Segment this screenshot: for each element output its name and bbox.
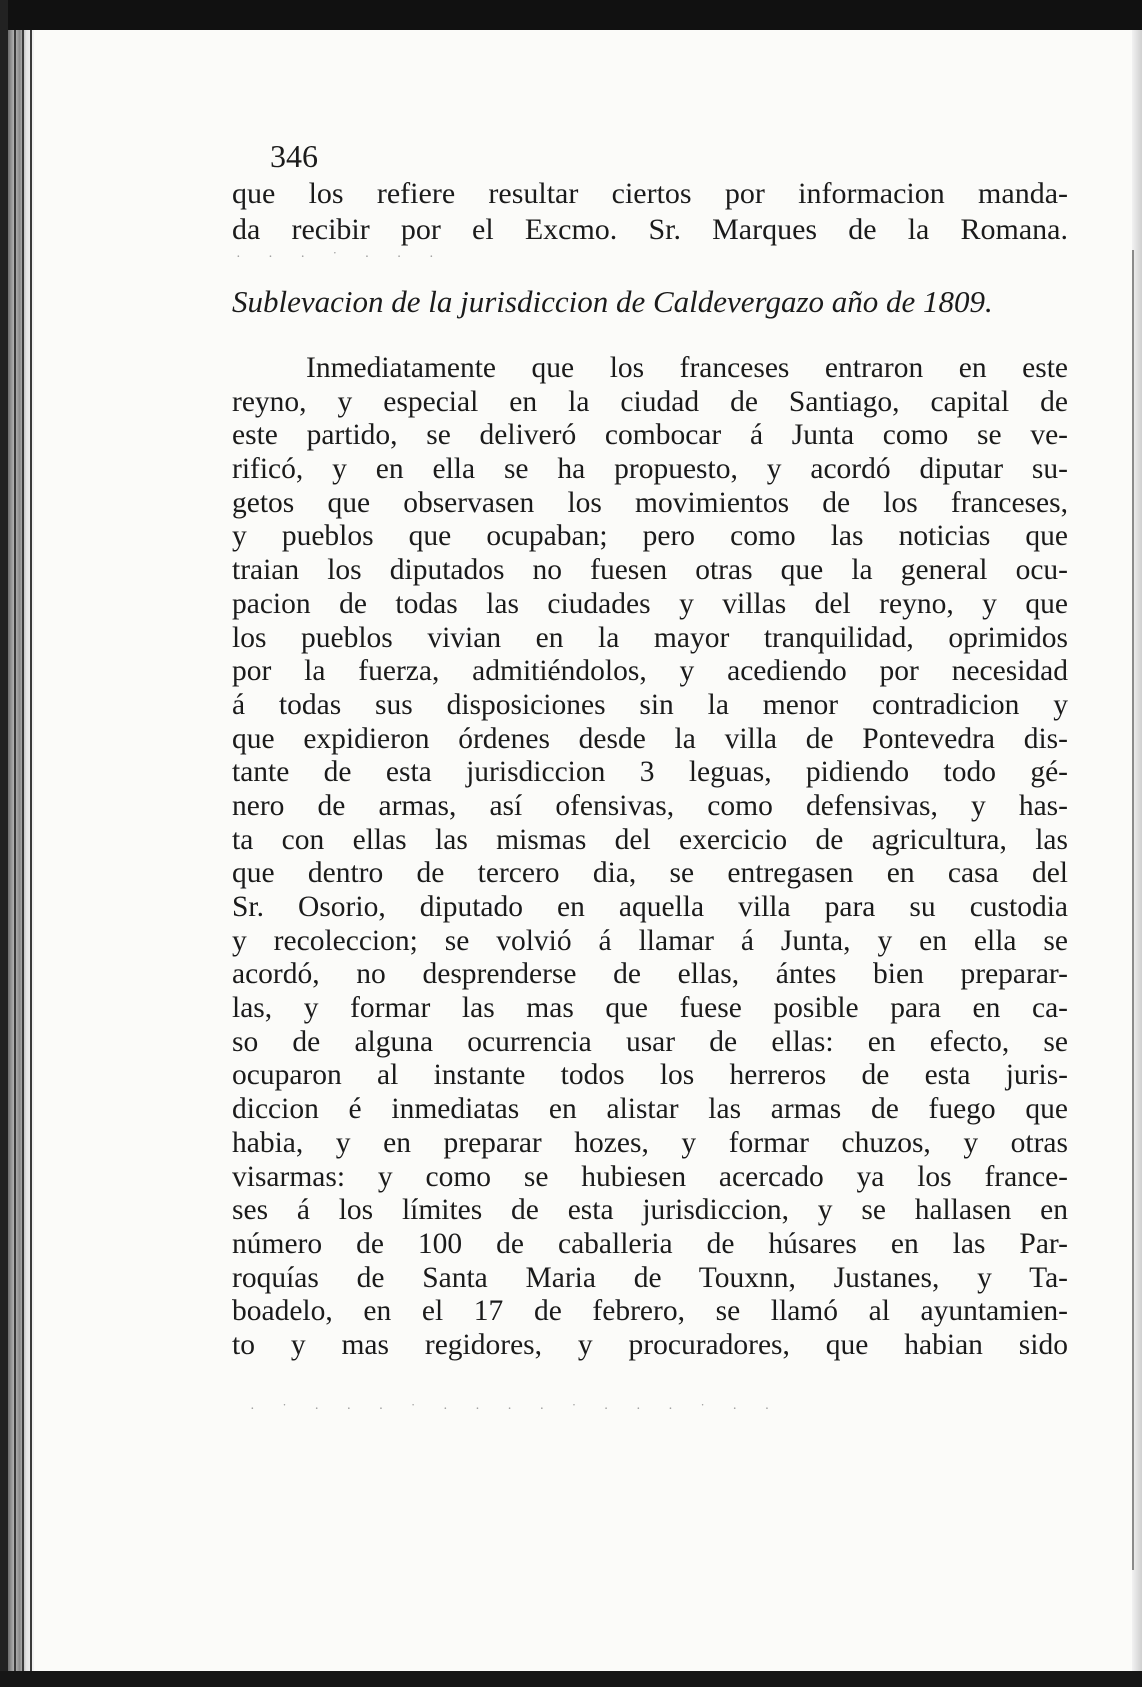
text-line: los pueblos vivian en la mayor tranquilidad, oprimidos [232, 621, 1068, 654]
text-line: rificó, y en ella se ha propuesto, y acordó diputar su- [232, 453, 1068, 486]
text-line: da recibir por el Excmo. Sr. Marques de la Romana. [232, 213, 1068, 246]
text-line: número de 100 de caballeria de húsares en las Par- [232, 1227, 1068, 1260]
text-line: boadelo, en el 17 de febrero, se llamó al ayuntamien- [232, 1295, 1068, 1328]
text-line: las, y formar las mas que fuese posible para en ca- [232, 992, 1068, 1025]
text-line: diccion é inmediatas en alistar las armas de fuego que [232, 1093, 1068, 1126]
text-line: to y mas regidores, y procuradores, que habian sido [232, 1328, 1068, 1361]
text-line: que dentro de tercero dia, se entregasen en casa del [232, 857, 1068, 890]
section-heading: Sublevacion de la jurisdiccion de Caldevergazo año de 1809. [232, 284, 993, 319]
ink-speckle: · ˙ · · · ˙ · · · · ˙ · · · ˙ · · [250, 1402, 782, 1417]
text-line: y pueblos que ocupaban; pero como las noticias que [232, 520, 1068, 553]
body-paragraph [232, 352, 1068, 1363]
text-line: traian los diputados no fuesen otras que la general ocu- [232, 554, 1068, 587]
intro-paragraph [232, 176, 1068, 248]
text-line: Inmediatamente que los franceses entraron en este [306, 352, 1068, 384]
text-line: acordó, no desprenderse de ellas, ántes bien preparar- [232, 958, 1068, 991]
text-line: á todas sus disposiciones sin la menor contradicion y [232, 688, 1068, 721]
scan-top-edge [0, 0, 1142, 30]
text-line: visarmas: y como se hubiesen acercado ya los france- [232, 1160, 1068, 1193]
text-line: ta con ellas las mismas del exercicio de agricultura, las [232, 823, 1068, 856]
text-line: roquías de Santa Maria de Touxnn, Justanes, y Ta- [232, 1261, 1068, 1294]
gutter-line [22, 30, 24, 1671]
text-line: habia, y en preparar hozes, y formar chuzos, y otras [232, 1126, 1068, 1159]
text-line: nero de armas, así ofensivas, como defensivas, y has- [232, 789, 1068, 822]
ink-speckle: · · · ˙ · · · [236, 250, 446, 265]
text-line: que los refiere resultar ciertos por informacion manda- [232, 177, 1068, 210]
text-line: por la fuerza, admitiéndolos, y acediendo por necesidad [232, 655, 1068, 688]
text-line: pacion de todas las ciudades y villas del reyno, y que [232, 587, 1068, 620]
page-number: 346 [270, 138, 318, 174]
text-line: getos que observasen los movimientos de los franceses, [232, 486, 1068, 519]
text-line: tante de esta jurisdiccion 3 leguas, pidiendo todo gé- [232, 756, 1068, 789]
text-line: y recoleccion; se volvió á llamar á Junta, y en ella se [232, 924, 1068, 957]
text-line: so de alguna ocurrencia usar de ellas: en efecto, se [232, 1025, 1068, 1058]
scan-bottom-edge [0, 1671, 1142, 1687]
text-line: Sr. Osorio, diputado en aquella villa para su custodia [232, 891, 1068, 923]
text-line: este partido, se deliveró combocar á Junta como se ve- [232, 419, 1068, 452]
gutter-line [30, 30, 32, 1671]
scan-left-edge [0, 0, 8, 1687]
gutter-line [14, 30, 16, 1671]
text-line: ses á los límites de esta jurisdiccion, y se hallasen en [232, 1194, 1068, 1227]
text-line: reyno, y especial en la ciudad de Santiago, capital de [232, 385, 1068, 418]
text-line: ocuparon al instante todos los herreros de esta juris- [232, 1059, 1068, 1092]
page-edge-line [1132, 250, 1134, 1570]
text-line: que expidieron órdenes desde la villa de Pontevedra dis- [232, 722, 1068, 755]
